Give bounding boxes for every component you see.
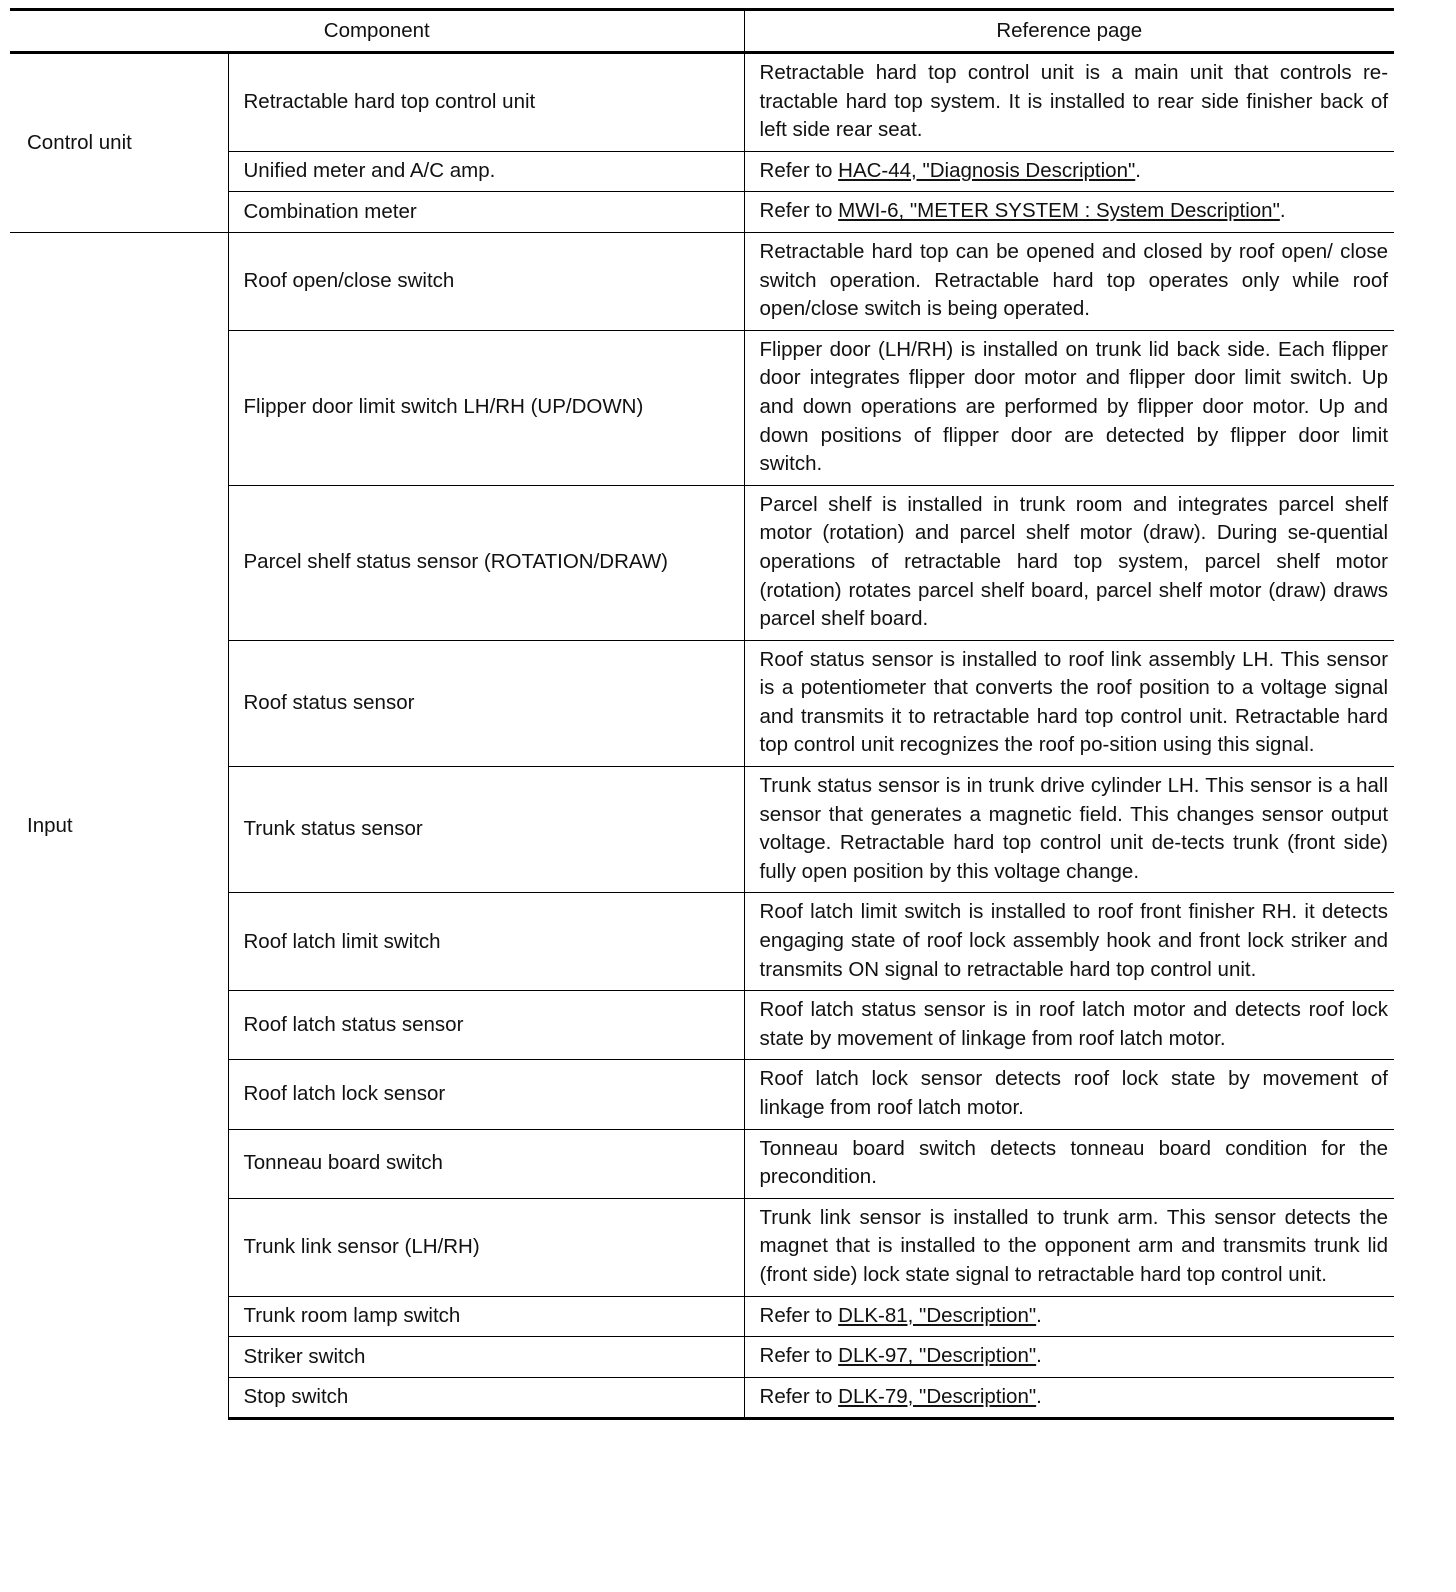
reference-link[interactable]: DLK-97, "Description" [838, 1344, 1037, 1368]
component-name: Tonneau board switch [228, 1129, 744, 1198]
table-header-row [10, 10, 1394, 53]
reference-suffix: . [1036, 1384, 1042, 1408]
reference-description: Roof latch status sensor is in roof latch motor and detects roof lock state by movement of linkage from roof latch motor. [759, 998, 1389, 1050]
header-component: Component [10, 10, 744, 53]
reference-cell [744, 1377, 1394, 1419]
component-name: Roof latch lock sensor [228, 1060, 744, 1129]
group-label: Input [10, 232, 228, 1418]
reference-cell [744, 1337, 1394, 1378]
reference-suffix: . [1279, 199, 1286, 223]
component-name: Trunk room lamp switch [228, 1296, 744, 1337]
component-name: Trunk status sensor [228, 767, 744, 893]
component-name: Retractable hard top control unit [228, 53, 744, 152]
component-table [10, 8, 1394, 1420]
component-name: Combination meter [228, 192, 744, 233]
reference-prefix: Refer to [759, 1303, 839, 1327]
component-name: Striker switch [228, 1337, 744, 1378]
reference-prefix: Refer to [759, 1384, 839, 1408]
reference-link[interactable]: HAC-44, "Diagnosis Description" [838, 158, 1136, 182]
reference-cell [744, 640, 1394, 766]
component-name: Roof open/close switch [228, 232, 744, 330]
component-name: Unified meter and A/C amp. [228, 151, 744, 192]
table-row [10, 53, 1394, 152]
reference-link[interactable]: DLK-79, "Description" [838, 1384, 1037, 1408]
reference-cell [744, 485, 1394, 640]
reference-cell [744, 1296, 1394, 1337]
reference-description: Roof latch lock sensor detects roof lock state by movement of linkage from roof latch motor. [759, 1067, 1389, 1119]
reference-cell [744, 151, 1394, 192]
reference-cell [744, 192, 1394, 233]
reference-prefix: Refer to [759, 199, 839, 223]
component-name: Flipper door limit switch LH/RH (UP/DOWN) [228, 330, 744, 485]
reference-cell [744, 1198, 1394, 1296]
reference-description: Tonneau board switch detects tonneau board condition for the precondition. [759, 1136, 1389, 1189]
component-name: Roof latch status sensor [228, 991, 744, 1060]
reference-cell [744, 767, 1394, 893]
reference-suffix: . [1036, 1303, 1042, 1327]
table-body [10, 53, 1394, 1419]
reference-cell [744, 53, 1394, 152]
reference-prefix: Refer to [759, 158, 839, 182]
reference-description: Trunk link sensor is installed to trunk arm. This sensor detects the magnet that is installed to the opponent arm and transmits trunk lid (front side) lock state signal to retractable hard top control unit. [759, 1205, 1389, 1286]
reference-description: Parcel shelf is installed in trunk room and integrates parcel shelf motor (rotation) and parcel shelf motor (draw). During se-quential operations of retractable hard top system, parcel shelf motor (rotation) rotates parcel shelf board, parcel shelf motor (draw) draws parcel shelf board. [759, 492, 1389, 631]
header-reference-page: Reference page [744, 10, 1394, 53]
reference-cell [744, 232, 1394, 330]
reference-suffix: . [1135, 158, 1141, 182]
reference-cell [744, 991, 1394, 1060]
reference-description: Trunk status sensor is in trunk drive cylinder LH. This sensor is a hall sensor that generates a magnetic field. This changes sensor output voltage. Retractable hard top control unit de-tects trunk (front side) fully open position by this voltage change. [759, 774, 1389, 883]
component-name: Stop switch [228, 1377, 744, 1419]
reference-link[interactable]: DLK-81, "Description" [838, 1303, 1037, 1327]
reference-cell [744, 893, 1394, 991]
reference-cell [744, 1129, 1394, 1198]
reference-description: Roof status sensor is installed to roof link assembly LH. This sensor is a potentiometer that converts the roof position to a voltage signal and transmits it to retractable hard top control unit. Retractable hard top control unit recognizes the roof po-sition using this signal. [759, 647, 1389, 757]
component-name: Trunk link sensor (LH/RH) [228, 1198, 744, 1296]
reference-description: Roof latch limit switch is installed to roof front finisher RH. it detects engaging state of roof lock assembly hook and front lock striker and transmits ON signal to retractable hard top control unit. [759, 900, 1389, 981]
component-reference-document [10, 8, 1394, 1420]
reference-link[interactable]: MWI-6, "METER SYSTEM : System Description" [838, 199, 1280, 223]
reference-description: Retractable hard top can be opened and closed by roof open/ close switch operation. Retractable hard top operates only while roof open/close switch is being operated. [759, 239, 1389, 321]
component-name: Parcel shelf status sensor (ROTATION/DRAW) [228, 485, 744, 640]
table-row [10, 232, 1394, 330]
component-name: Roof latch limit switch [228, 893, 744, 991]
component-name: Roof status sensor [228, 640, 744, 766]
reference-description: Retractable hard top control unit is a main unit that controls re-tractable hard top system. It is installed to rear side finisher back of left side rear seat. [759, 61, 1389, 142]
reference-suffix: . [1036, 1344, 1042, 1368]
reference-prefix: Refer to [759, 1344, 839, 1368]
reference-cell [744, 330, 1394, 485]
reference-cell [744, 1060, 1394, 1129]
reference-description: Flipper door (LH/RH) is installed on trunk lid back side. Each flipper door integrates flipper door motor and flipper door limit switch. Up and down operations are performed by flipper door motor. Up and down positions of flipper door are detected by flipper door limit switch. [759, 337, 1389, 476]
group-label: Control unit [10, 53, 228, 233]
